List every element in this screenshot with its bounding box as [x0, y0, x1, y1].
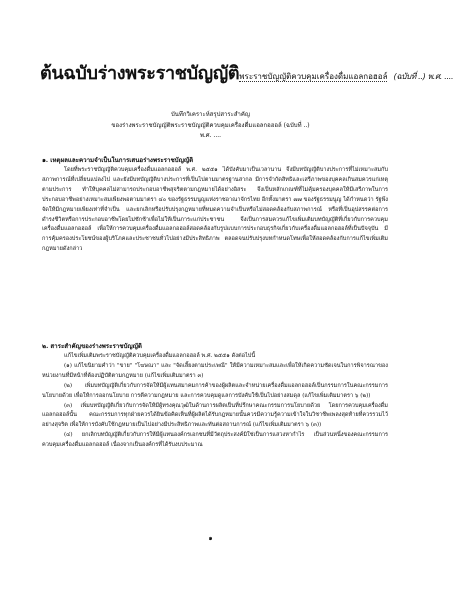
- section-2-item-2: (๒) เพิ่มบทบัญญัติเกี่ยวกับการจัดให้มีผู้แทนสมาคมการค้าของผู้ผลิตและจำหน่ายเครื่องดื่มแอลกอฮอล์เป็นกรรมการในคณะกรรมการนโยบายด้วย เพื่อให้การออกนโยบาย การตีความกฎหมาย และการควบคุมดูแลการบังคับใช้เป็นไปอย่างสมดุล (แก้ไขเพิ่มเติมมาตรา ๖ (๒)): [42, 382, 388, 399]
- draft-title-dotted-fill: พระราชบัญญัติควบคุมเครื่องดื่มแอลกอฮอล์: [239, 72, 388, 81]
- draft-title-main: ต้นฉบับร่างพระราชบัญญัติ: [40, 63, 240, 84]
- section-2-item-4: (๔) ยกเลิกบทบัญญัติเกี่ยวกับการให้มีผู้แทนองค์กรเอกชนที่มีวัตถุประสงค์มิใช่เป็นการแสวงหากำไร เป็นส่วนหนึ่งของคณะกรรมการควบคุมเครื่องดื่มแอลกอฮอล์ เนื่องจากเป็นองค์กรที่ได้รับงบประมาณ: [42, 432, 388, 449]
- page-number: ๑: [208, 535, 213, 542]
- section-2-item-3: (๓) เพิ่มบทบัญญัติเกี่ยวกับการจัดให้มีผู้ทรงคุณวุฒิในด้านการผลิตเป็นที่ปรึกษาคณะกรรมการนโยบายด้วย โดยการควบคุมเครื่องดื่มแอลกอฮอล์นั้น คณะกรรมการทุกฝ่ายควรได้ยินข้อคิดเห็นที่ผู้ผลิตได้รับกฎหมายนั้นควรมีความรู้ความเข้าใจในวิชาชีพเพลงสุดท้ายที่ควรรวมไว้อย่างสุจริต เพื่อให้การบังคับใช้กฎหมายเป็นไปอย่างมีประสิทธิภาพและทันต่อสถานการณ์ (แก้ไขเพิ่มเติมมาตรา ๖ (๓)): [42, 402, 388, 429]
- section-1-paragraph: โดยที่พระราชบัญญัติควบคุมเครื่องดื่มแอลกอฮอล์ พ.ศ. ๒๕๕๑ ได้บังคับมาเป็นเวลานาน จึงมีบทบัญญัติบางประการที่ไม่เหมาะสมกับสภาพการณ์ที่เปลี่ยนแปลงไป และยังมีบทบัญญัติบางประการที่เป็นไปตามมาตรฐานสากล มีการจำกัดสิทธิและเสรีภาพของบุคคลเกินสมควรแก่เหตุตามประการ ทำให้บุคคลไม่สามารถประกอบอาชีพสุจริตตามกฎหมายได้อย่างอิสระ จึงเป็นหลักเกณฑ์ที่ไม่คุ้มครองบุคคลให้มีเสรีภาพในการประกอบอาชีพอย่างเหมาะสมเพียงพอตามมาตรา ๔๐ ของรัฐธรรมนูญแห่งราชอาณาจักรไทย อีกทั้งมาตรา ๗๗ ของรัฐธรรมนูญ ได้กำหนดว่า รัฐพึงจัดให้มีกฎหมายเพียงเท่าที่จำเป็น และยกเลิกหรือปรับปรุงกฎหมายที่หมดความจำเป็นหรือไม่สอดคล้องกับสภาพการณ์ หรือที่เป็นอุปสรรคต่อการดำรงชีวิตหรือการประกอบอาชีพโดยไม่ชักช้าเพื่อไม่ให้เป็นภาระแก่ประชาชน จึงเป็นการสมควรแก้ไขเพิ่มเติมบทบัญญัติที่เกี่ยวกับการควบคุมเครื่องดื่มแอลกอฮอล์ เพื่อให้การควบคุมเครื่องดื่มแอลกอฮอล์สอดคล้องกับรูปแบบการประกอบธุรกิจเกี่ยวกับเครื่องดื่มแอลกอฮอล์ที่เป็นปัจจุบัน มีการคุ้มครองประโยชน์ของผู้บริโภคและประชาชนทั่วไปอย่างมีประสิทธิภาพ ตลอดจนปรับปรุงบทกำหนดโทษเพื่อให้สอดคล้องกับการแก้ไขเพิ่มเติมกฎหมายดังกล่าว: [42, 167, 388, 253]
- section-2-intro: แก้ไขเพิ่มเติมพระราชบัญญัติควบคุมเครื่องดื่มแอลกอฮอล์ พ.ศ. ๒๕๕๑ ดังต่อไปนี้: [64, 353, 256, 359]
- section-1-body: [42, 166, 388, 255]
- memo-subtitle: ของร่างพระราชบัญญัติพระราชบัญญัติควบคุมเครื่องดื่มแอลกอฮอล์ (ฉบับที่ ..): [111, 122, 310, 129]
- memo-title: บันทึกวิเคราะห์สรุปสาระสำคัญ: [170, 111, 251, 118]
- section-1-heading: ๑. เหตุผลและความจำเป็นในการเสนอร่างพระราชบัญญัติ: [42, 157, 194, 164]
- section-2-heading: ๒. สาระสำคัญของร่างพระราชบัญญัติ: [42, 343, 142, 350]
- section-2-item-1: (๑) แก้ไขนิยามคำว่า "ขาย" "โฆษณา" และ "จัดเลี้ยงตามประเพณี" ให้มีความเหมาะสมและเพื่อให้เกิดความชัดเจนในการพิจารณาของหน่วยงานที่มีหน้าที่ต้องปฏิบัติตามกฎหมาย (แก้ไขเพิ่มเติมมาตรา ๓): [42, 362, 388, 379]
- memo-year: พ.ศ. ....: [199, 132, 222, 139]
- draft-title: [40, 58, 453, 87]
- draft-title-handwritten: (ฉบับที่ ..) พ.ศ. ....: [393, 72, 453, 81]
- section-2-body: [42, 352, 388, 451]
